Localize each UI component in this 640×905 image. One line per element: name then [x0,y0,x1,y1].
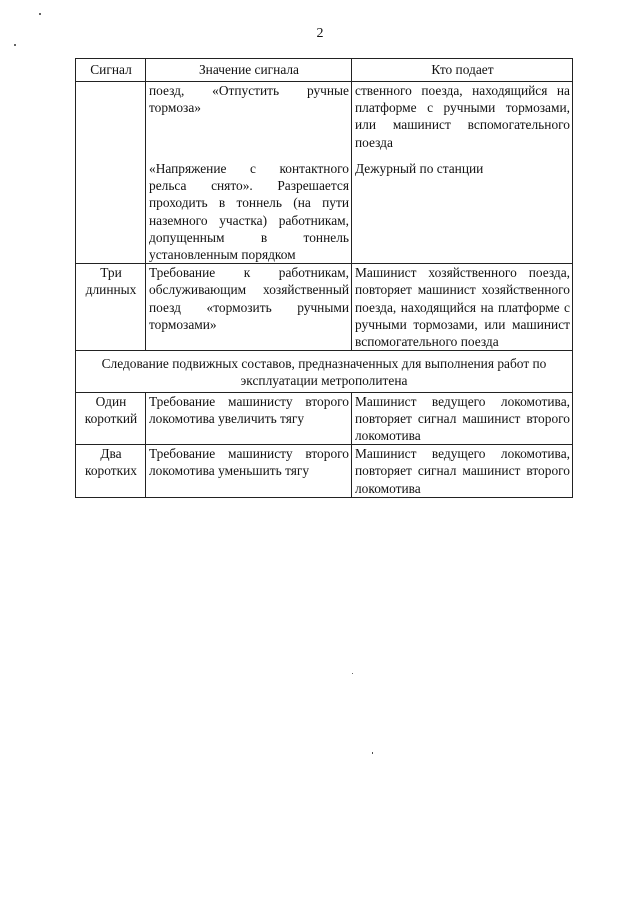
who-cell [352,82,573,264]
signal-text: длинных [85,282,137,298]
signal-text: Один [95,393,127,409]
section-title: Следование подвижных составов, предназначенных для выполнения работ по эксплуатации метрополитена [76,351,573,392]
section-row [76,351,573,392]
signal-text: коротких [85,463,137,479]
table-row [76,445,573,498]
signals-table [75,58,573,498]
signal-text: Три [100,265,122,281]
signal-text: короткий [84,410,138,426]
scan-speck [14,44,16,46]
signal-text: Два [100,446,122,462]
who-cell: Машинист ведущего локомотива, повторяет сигнал машинист второго локомотива [352,445,573,498]
who-cell: Машинист хозяйственного поезда, повторяет машинист хозяйственного поезда, находящийся на платформе с ручными тормозами, или машинист вспомогательного поезда [352,264,573,351]
scan-speck [352,673,353,674]
table-row [76,264,573,351]
meaning-cell: Требование к работникам, обслуживающим хозяйственный поезд «тормозить ручными тормозами» [146,264,352,351]
header-meaning: Значение сигнала [146,59,352,82]
signal-cell [76,445,146,498]
signal-cell [76,82,146,264]
table-header-row [76,59,573,82]
meaning-cell: Требование машинисту второго локомотива увеличить тягу [146,392,352,445]
page-number: 2 [316,26,324,41]
table-row [76,82,573,264]
table-row [76,392,573,445]
header-who: Кто подает [352,59,573,82]
who-cell: Машинист ведущего локомотива, повторяет сигнал машинист второго локомотива [352,392,573,445]
who-text: Дежурный по станции [355,161,484,176]
scan-speck [39,13,41,15]
meaning-text: «Напряжение с контактного рельса снято». Разрешается проходить в тоннель (на пути наземного участка) работникам, допущенным в тоннель установленным порядком [149,161,349,263]
signal-cell [76,264,146,351]
meaning-cell [146,82,352,264]
meaning-text: поезд, «Отпустить ручные тормоза» [149,83,349,116]
who-text: ственного поезда, находящийся на платформе с ручными тормозами, или машинист вспомогательного поезда [355,83,570,150]
meaning-cell: Требование машинисту второго локомотива уменьшить тягу [146,445,352,498]
header-signal: Сигнал [76,59,146,82]
signal-cell [76,392,146,445]
scan-speck [372,752,373,754]
